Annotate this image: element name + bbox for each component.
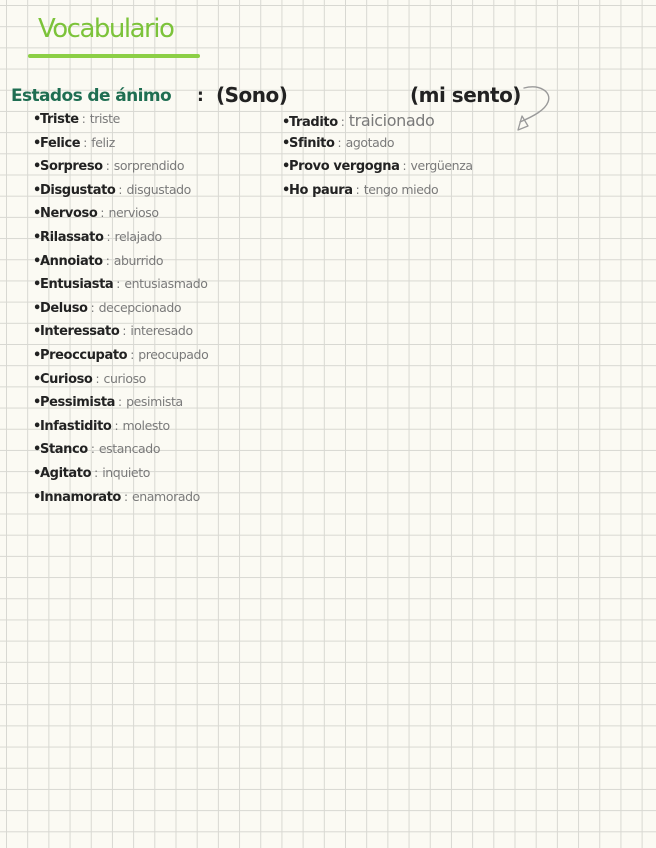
italian-word: Sfinito [289, 135, 335, 151]
italian-word: Pessimista [40, 395, 116, 411]
italian-word: Tradito [289, 115, 338, 130]
separator: : [90, 442, 95, 457]
italian-word: Provo vergogna [289, 159, 400, 175]
vocab-item [33, 465, 208, 489]
italian-word: Triste [40, 112, 79, 127]
vocab-item [282, 182, 473, 206]
vocab-item [33, 182, 208, 206]
separator: : [83, 135, 88, 150]
italian-word: Deluso [40, 300, 88, 316]
vocab-item [282, 135, 473, 159]
spanish-translation: interesado [130, 323, 193, 339]
italian-word: Nervoso [40, 206, 98, 222]
spanish-translation: sorprendido [113, 158, 185, 174]
separator: : [95, 371, 100, 386]
separator: : [118, 182, 123, 197]
section-colon: : [197, 86, 204, 106]
separator: : [355, 182, 360, 197]
vocab-item [33, 441, 208, 465]
italian-word: Sorpreso [40, 159, 103, 175]
spanish-translation: preocupado [138, 346, 209, 362]
bullet: • [282, 135, 291, 151]
separator: : [94, 465, 99, 480]
italian-word: Felice [40, 135, 81, 151]
italian-word: Ho paura [289, 182, 353, 198]
spanish-translation: decepcionado [98, 299, 182, 315]
vocab-item [33, 418, 208, 442]
bullet: • [33, 112, 42, 127]
spanish-translation: triste [89, 111, 120, 126]
separator: : [123, 489, 128, 504]
separator: : [90, 300, 95, 315]
italian-word: Interessato [40, 324, 120, 340]
bullet: • [33, 135, 42, 151]
italian-word: Agitato [40, 465, 92, 481]
separator: : [106, 229, 111, 244]
italian-word: Entusiasta [40, 277, 114, 293]
bullet: • [33, 371, 42, 387]
italian-word: Rilassato [40, 229, 104, 245]
vocab-item [33, 135, 208, 159]
spanish-translation: pesimista [126, 394, 183, 410]
bullet: • [33, 277, 42, 293]
bullet: • [33, 300, 42, 316]
vocab-item [33, 205, 208, 229]
spanish-translation: disgustado [126, 181, 191, 197]
vocab-list-left [33, 111, 208, 512]
title-underline [28, 54, 200, 58]
separator: : [100, 206, 105, 221]
separator: : [114, 418, 119, 433]
page-title: Vocabulario [38, 14, 174, 44]
italian-word: Innamorato [40, 489, 121, 505]
bullet: • [33, 418, 42, 434]
spanish-translation: relajado [114, 228, 162, 244]
italian-word: Curioso [40, 371, 93, 387]
spanish-translation: traicionado [348, 111, 435, 130]
spanish-translation: feliz [91, 134, 115, 150]
separator: : [118, 395, 123, 410]
vocab-item [33, 371, 208, 395]
spanish-translation: nervioso [108, 205, 159, 221]
bullet: • [33, 465, 42, 481]
bullet: • [33, 442, 42, 458]
vocab-item [33, 158, 208, 182]
vocab-item [33, 323, 208, 347]
separator: : [130, 347, 135, 362]
separator: : [81, 112, 86, 126]
spanish-translation: aburrido [113, 252, 164, 268]
separator: : [337, 135, 342, 150]
bullet: • [282, 182, 291, 198]
italian-word: Stanco [40, 442, 88, 458]
vocab-item [33, 394, 208, 418]
separator: : [116, 277, 121, 292]
spanish-translation: entusiasmado [124, 276, 208, 292]
spanish-translation: vergüenza [410, 158, 473, 174]
bullet: • [33, 206, 42, 222]
bullet: • [282, 115, 291, 130]
vocab-item [33, 111, 208, 135]
spanish-translation: tengo miedo [363, 181, 439, 197]
vocab-item [33, 347, 208, 371]
spanish-translation: agotado [345, 134, 395, 150]
spanish-translation: estancado [98, 441, 161, 457]
separator: : [105, 159, 110, 174]
note-sento: (mi sento) [410, 83, 521, 107]
bullet: • [33, 229, 42, 245]
bullet: • [33, 324, 42, 340]
bullet: • [33, 347, 42, 363]
vocab-list-right [282, 111, 473, 205]
curved-arrow-icon [500, 84, 560, 136]
separator: : [340, 115, 345, 129]
note-sono: (Sono) [216, 83, 288, 107]
spanish-translation: inquieto [102, 464, 150, 480]
italian-word: Preoccupato [40, 347, 128, 363]
bullet: • [33, 489, 42, 505]
vocab-item [33, 276, 208, 300]
separator: : [402, 159, 407, 174]
separator: : [122, 324, 127, 339]
bullet: • [33, 395, 42, 411]
italian-word: Infastidito [40, 418, 112, 434]
spanish-translation: enamorado [131, 488, 200, 504]
section-heading: Estados de ánimo [11, 86, 172, 106]
vocab-item [33, 229, 208, 253]
vocab-item [282, 158, 473, 182]
italian-word: Disgustato [40, 182, 116, 198]
vocab-item [33, 489, 208, 513]
vocab-item [282, 111, 473, 135]
bullet: • [33, 253, 42, 269]
bullet: • [282, 159, 291, 175]
separator: : [105, 253, 110, 268]
bullet: • [33, 182, 42, 198]
vocab-item [33, 300, 208, 324]
spanish-translation: molesto [122, 417, 170, 433]
spanish-translation: curioso [103, 370, 146, 386]
bullet: • [33, 159, 42, 175]
italian-word: Annoiato [40, 253, 103, 269]
vocab-item [33, 253, 208, 277]
